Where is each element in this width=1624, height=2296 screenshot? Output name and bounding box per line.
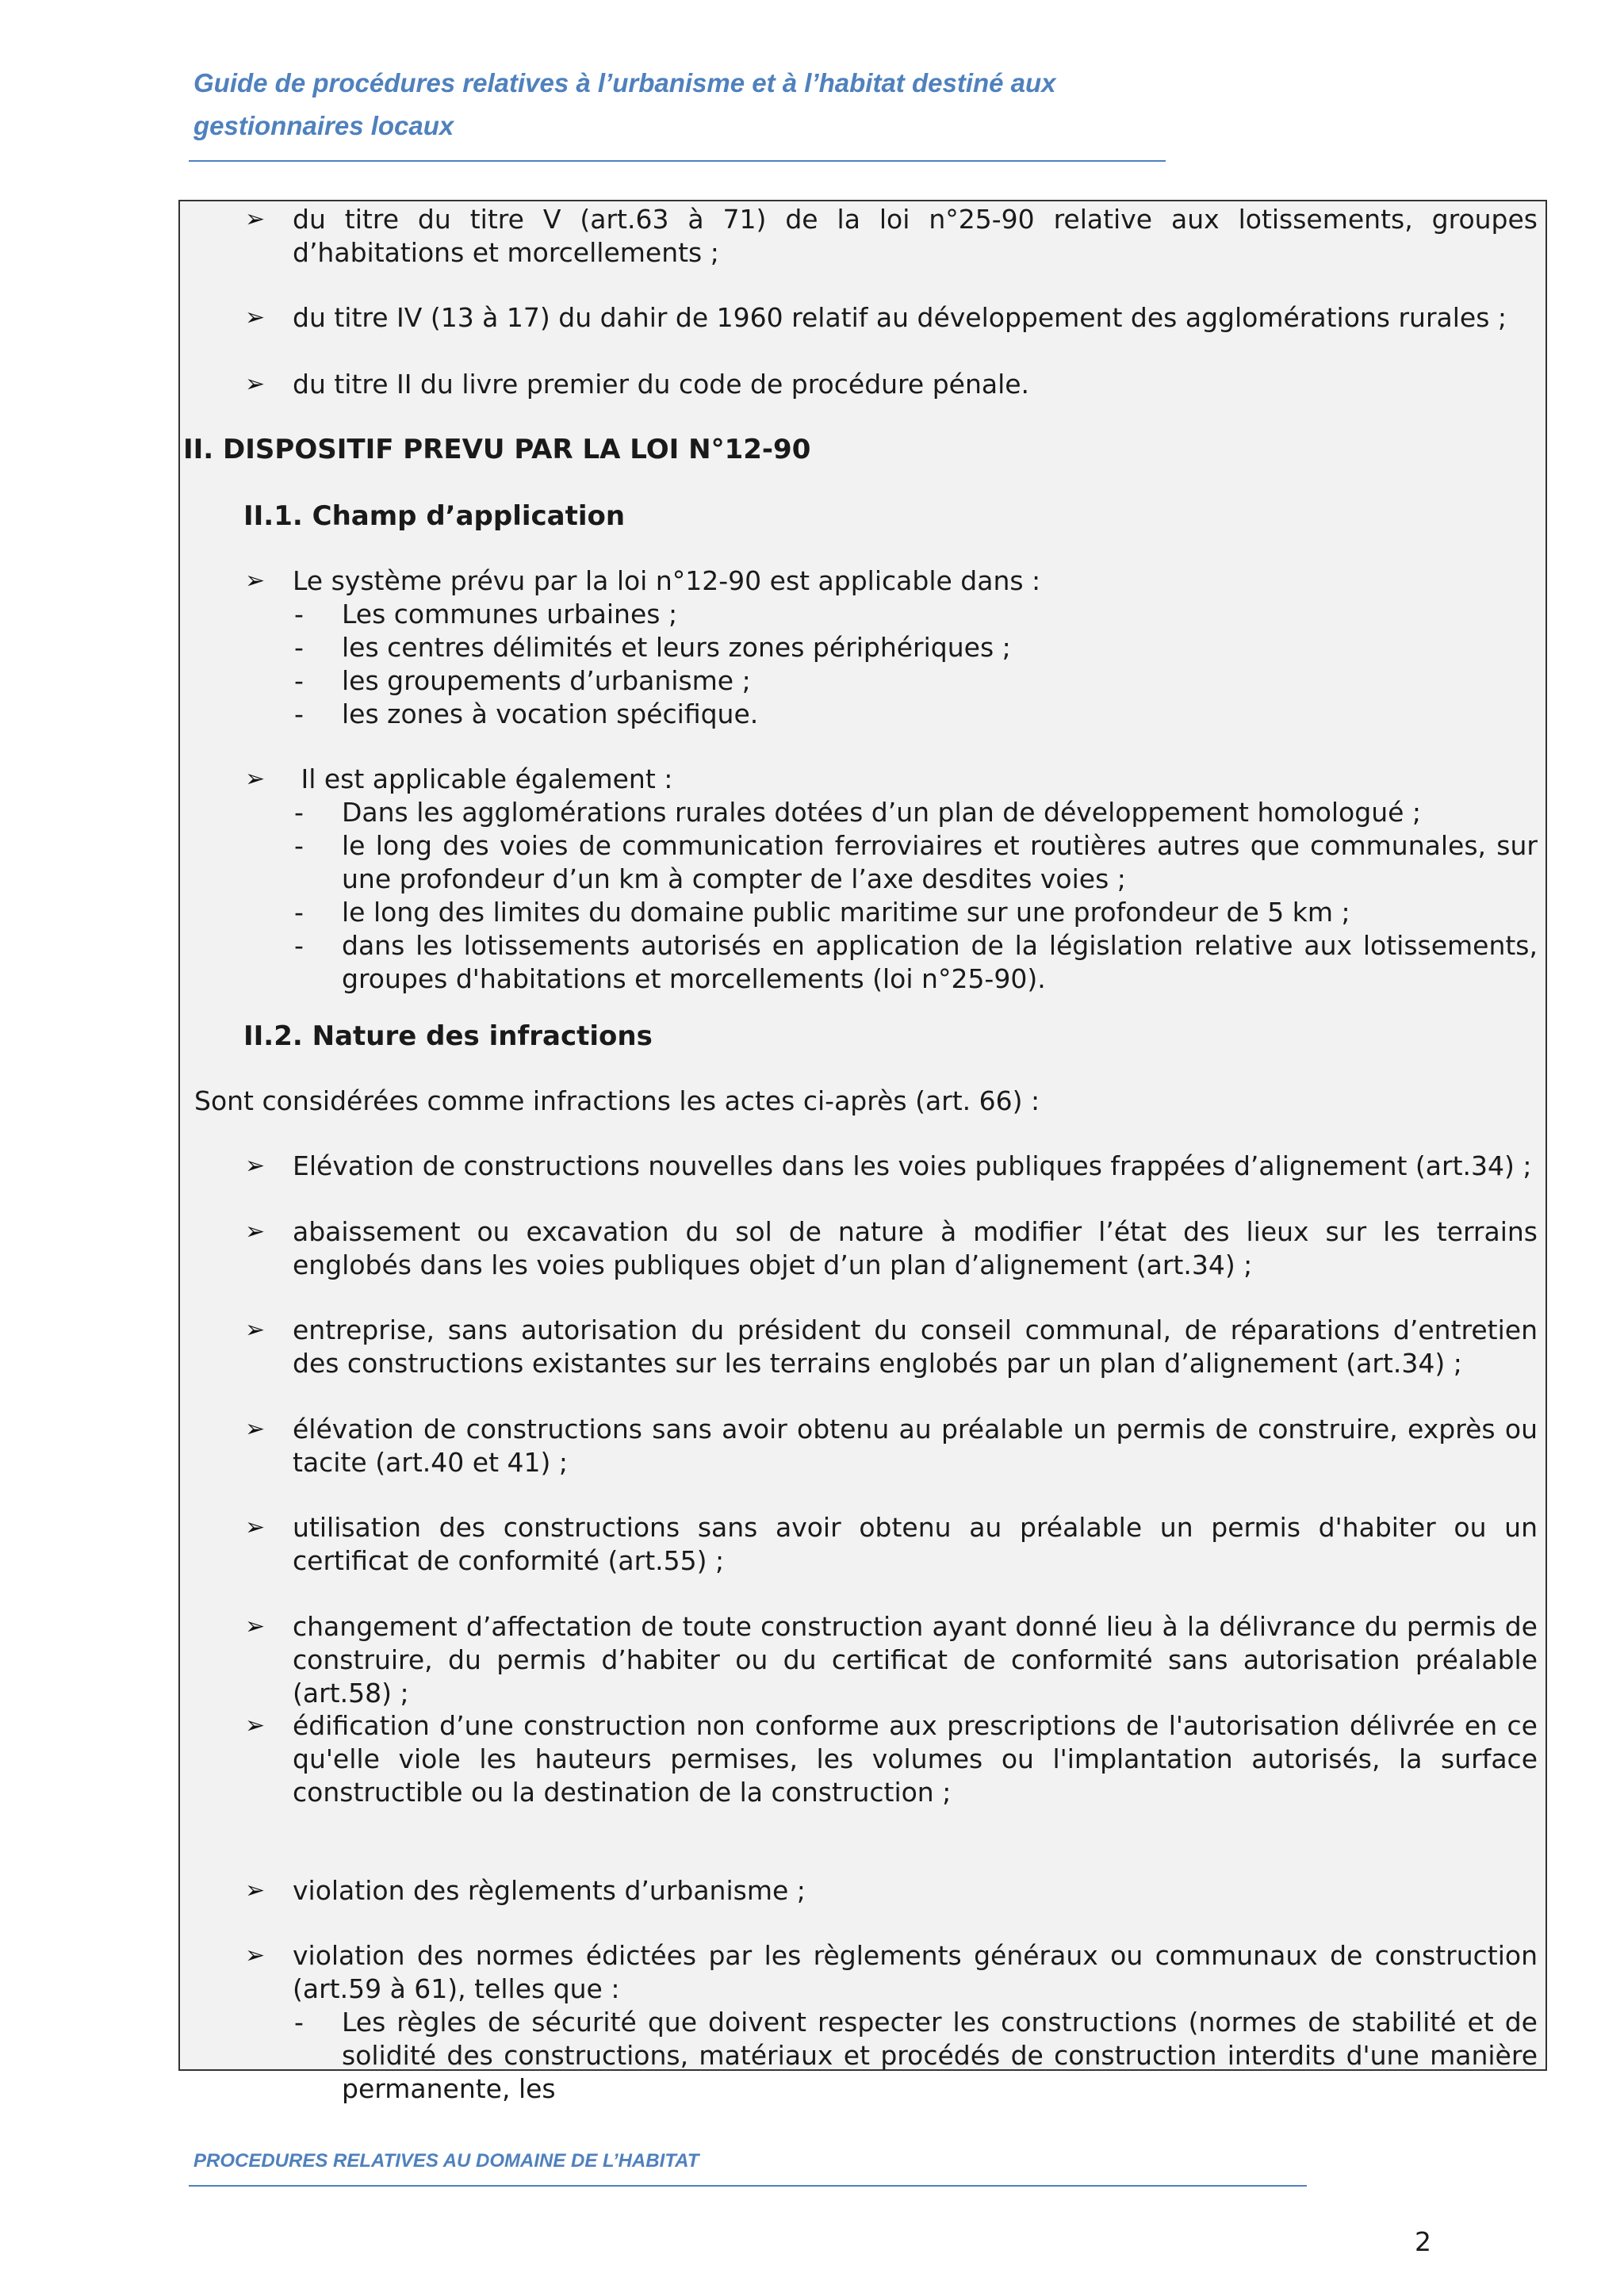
content-box: ➢ du titre du titre V (art.63 à 71) de la loi n°25-90 relative aux lotissements, groupes d’habitations et morcellements ; ➢ du titre IV (13 à 17) du dahir de 1960 relatif au développement des agglomérations rurales ; ➢ du titre II du livre premier du code de procédure pénale. II. DISPOSITIF PREVU PAR LA LOI N°12-90 II.1. Champ d’application ➢ Le système prévu par la loi n°12-90 est applicable dans : - Les communes urbaines ; - les centres délimités et leurs zones périphériques ; - les groupements d’urbanisme ; - les zones à vocation spécifique. ➢ Il est applicable également : - Dans les agglomérations rurales dotées d’un plan de développement homologué ; - le long des voies de communication ferroviaires et routières autres que communales, sur une profondeur d’un km à compter de l’axe desdites voies ; - le long des limites du domaine public maritime sur une profondeur de 5 km ; - dans les lotissements autorisés en application de la législation relative aux lotissements, groupes d'habitations et morcellements (loi n°25-90). II.2. Nature des infractions Sont considérées comme infractions les actes ci-après (art. 66) : ➢ Elévation de constructions nouvelles dans les voies publiques frappées d’alignement (art.34) ; ➢ abaissement ou excavation du sol de nature à modifier l’état des lieux sur les terrains englobés dans les voies publiques objet d’un plan d’alignement (art.34) ; ➢ entreprise, sans autorisation du président du conseil communal, de réparations d’entretien des constructions existantes sur les terrains englobés par un plan d’alignement (art.34) ; ➢ élévation de constructions sans avoir obtenu au préalable un permis de construire, exprès ou tacite (art.40 et 41) ; ➢ utilisation des constructions sans avoir obtenu au préalable un permis d'habiter ou un certificat de conformité (art.55) ; ➢ changement d’affectation de toute construction ayant donné lieu à la délivrance du permis de construire, du permis d’habiter ou du certificat de conformité sans autorisation préalable (art.58) ; ➢ édification d’une construction non conforme aux prescriptions de l'autorisation délivrée en ce qu'elle viole les hauteurs permises, les volumes ou l'implantation autorisés, la surface constructible ou la destination de la construction ; ➢ violation des règlements d’urbanisme ; ➢ violation des normes édictées par les règlements généraux ou communaux de construction (art.59 à 61), telles que : - Les règles de sécurité que doivent respecter les constructions (normes de stabilité et de solidité des constructions, matériaux et procédés de construction interdits d'une manière permanente, les (178, 200, 1547, 2071)
list-item: dans les lotissements autorisés en application de la législation relative aux lotissements, groupes d'habitations et morcellements (loi n°25-90). (342, 930, 1538, 994)
list-item: du titre IV (13 à 17) du dahir de 1960 relatif au développement des agglomérations rurales ; (293, 302, 1507, 333)
list-item: Dans les agglomérations rurales dotées d’un plan de développement homologué ; (342, 797, 1422, 828)
arrowhead-bullet-icon: ➢ (245, 1218, 266, 1246)
subsection-heading: II.2. Nature des infractions (243, 1020, 653, 1052)
arrowhead-bullet-icon: ➢ (245, 370, 266, 398)
arrowhead-bullet-icon: ➢ (245, 1613, 266, 1640)
list-item: violation des normes édictées par les règlements généraux ou communaux de construction (art.59 à 61), telles que : (293, 1940, 1538, 2004)
arrowhead-bullet-icon: ➢ (245, 1415, 266, 1443)
arrowhead-bullet-icon: ➢ (245, 765, 266, 793)
section-heading: II. DISPOSITIF PREVU PAR LA LOI N°12-90 (183, 434, 811, 465)
paragraph: Sont considérées comme infractions les actes ci-après (art. 66) : (194, 1085, 1040, 1116)
arrowhead-bullet-icon: ➢ (245, 1152, 266, 1180)
list-item: Les règles de sécurité que doivent respecter les constructions (normes de stabilité et de solidité des constructions, matériaux et procédés de construction interdits d'une manière permanente, les (342, 2007, 1538, 2104)
list-item: du titre II du livre premier du code de procédure pénale. (293, 369, 1030, 400)
list-item: utilisation des constructions sans avoir obtenu au préalable un permis d'habiter ou un certificat de conformité (art.55) ; (293, 1512, 1538, 1576)
document-footer-title: PROCEDURES RELATIVES AU DOMAINE DE L’HABITAT (193, 2150, 699, 2172)
footer-rule (189, 2185, 1307, 2187)
arrowhead-bullet-icon: ➢ (245, 304, 266, 331)
list-item: élévation de constructions sans avoir obtenu au préalable un permis de construire, exprès ou tacite (art.40 et 41) ; (293, 1414, 1538, 1478)
list-item: abaissement ou excavation du sol de nature à modifier l’état des lieux sur les terrains englobés dans les voies publiques objet d’un plan d’alignement (art.34) ; (293, 1216, 1538, 1280)
list-item: les groupements d’urbanisme ; (342, 665, 751, 696)
list-item: Les communes urbaines ; (342, 599, 678, 629)
list-item: Elévation de constructions nouvelles dans les voies publiques frappées d’alignement (art.34) ; (293, 1150, 1532, 1181)
arrowhead-bullet-icon: ➢ (245, 1513, 266, 1541)
subsection-heading: II.1. Champ d’application (243, 500, 626, 532)
list-item: les zones à vocation spécifique. (342, 698, 759, 729)
arrowhead-bullet-icon: ➢ (245, 567, 266, 595)
document-header-title: Guide de procédures relatives à l’urbanisme et à l’habitat destiné aux gestionnaires locaux (193, 68, 1056, 140)
arrowhead-bullet-icon: ➢ (245, 205, 266, 233)
list-item: les centres délimités et leurs zones périphériques ; (342, 632, 1011, 663)
list-item: Il est applicable également : (293, 763, 673, 794)
list-item: entreprise, sans autorisation du président du conseil communal, de réparations d’entretien des constructions existantes sur les terrains englobés par un plan d’alignement (art.34) ; (293, 1314, 1538, 1379)
arrowhead-bullet-icon: ➢ (245, 1877, 266, 1904)
list-item: Le système prévu par la loi n°12-90 est applicable dans : (293, 565, 1041, 596)
list-item: le long des voies de communication ferroviaires et routières autres que communales, sur une profondeur d’un km à compter de l’axe desdites voies ; (342, 830, 1538, 894)
list-item: violation des règlements d’urbanisme ; (293, 1875, 806, 1906)
arrowhead-bullet-icon: ➢ (245, 1316, 266, 1344)
arrowhead-bullet-icon: ➢ (245, 1942, 266, 1969)
list-item: le long des limites du domaine public maritime sur une profondeur de 5 km ; (342, 897, 1350, 928)
list-item: du titre du titre V (art.63 à 71) de la loi n°25-90 relative aux lotissements, groupes d’habitations et morcellements ; (293, 204, 1538, 268)
page-number: 2 (1415, 2226, 1431, 2257)
header-rule (189, 160, 1166, 162)
list-item: édification d’une construction non conforme aux prescriptions de l'autorisation délivrée en ce qu'elle viole les hauteurs permises, les volumes ou l'implantation autorisés, la surface constructible ou la destination de la construction ; (293, 1710, 1538, 1808)
list-item: changement d’affectation de toute construction ayant donné lieu à la délivrance du permis de construire, du permis d’habiter ou du certificat de conformité sans autorisation préalable (art.58) ; (293, 1611, 1538, 1709)
arrowhead-bullet-icon: ➢ (245, 1712, 266, 1739)
